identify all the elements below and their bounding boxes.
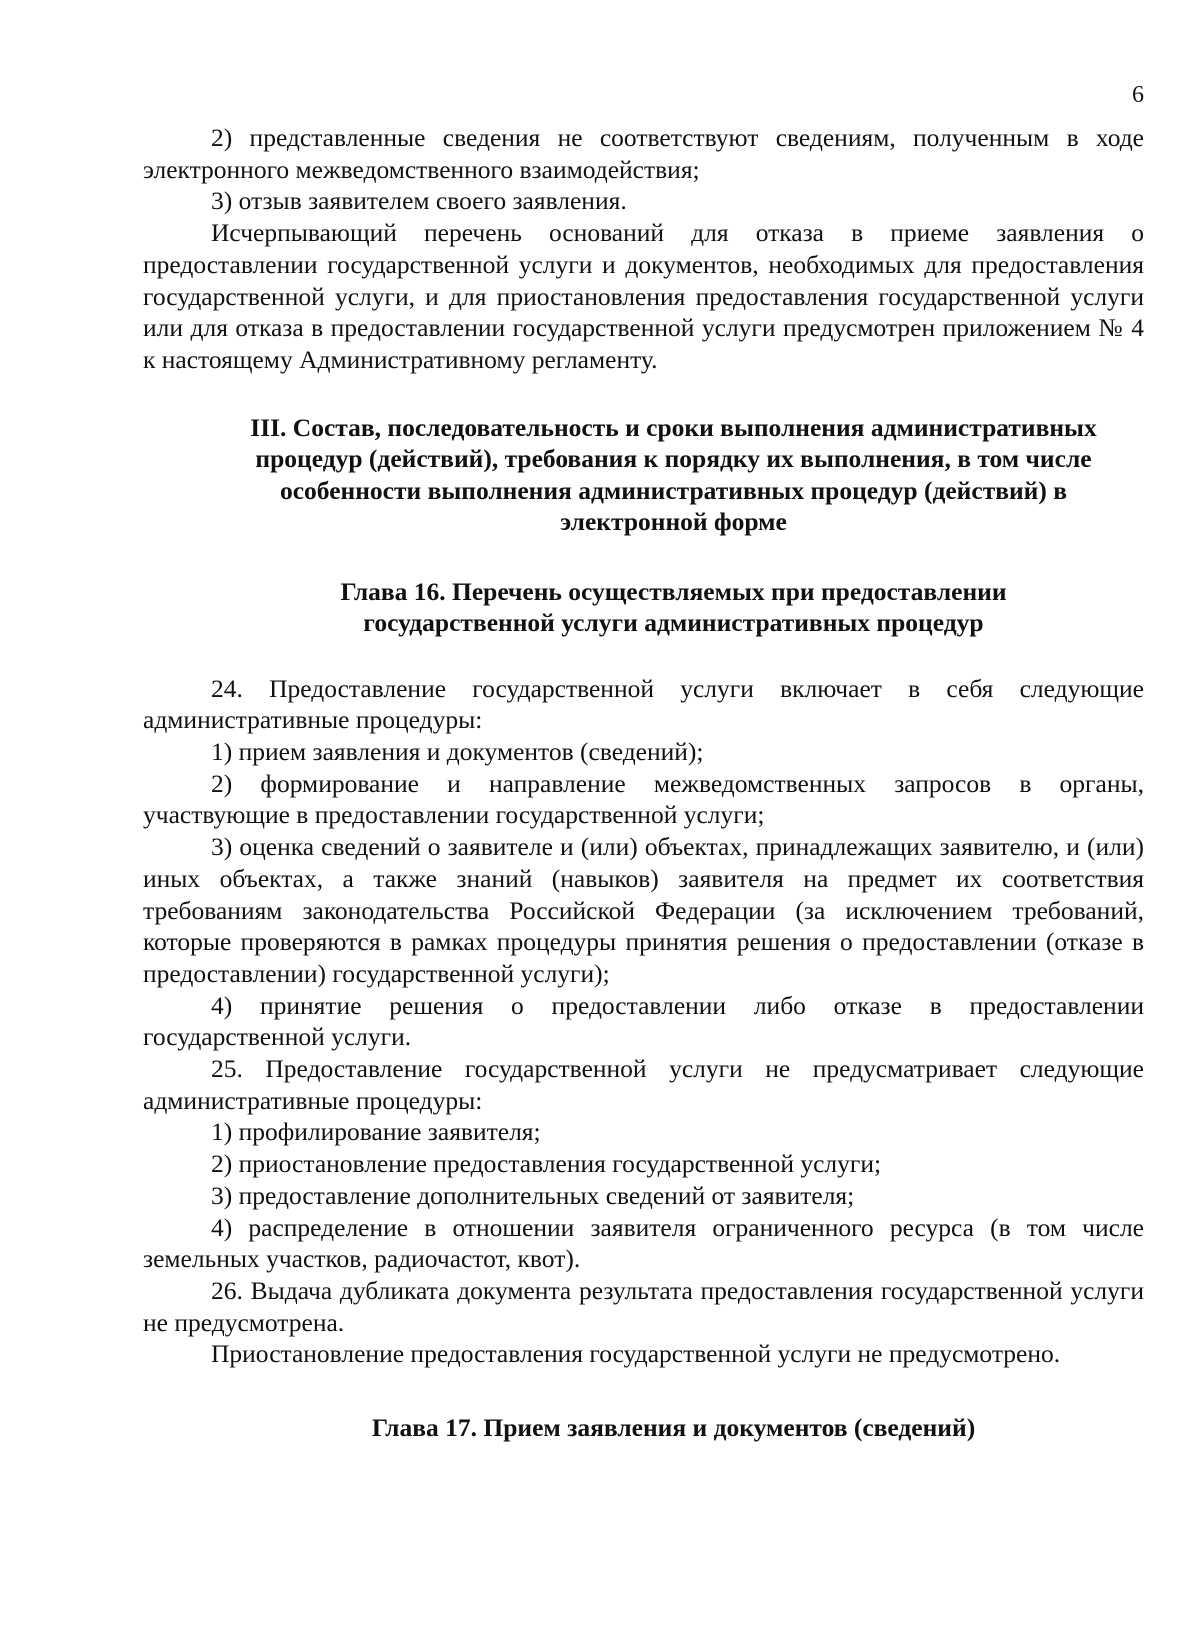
paragraph: 3) отзыв заявителем своего заявления. (211, 186, 627, 216)
paragraph: Исчерпывающий перечень оснований для отказа в приеме заявления о предоставлении государственной услуги и документов, необходимых для предоставления государственной услуги, и для приостановления предоставления государственной услуги или для отказа в предоставлении государственной услуги предусмотрен приложением № 4 к настоящему Административному регламенту. (143, 218, 1144, 374)
heading-line: процедур (действий), требования к порядку их выполнения, в том числе (255, 444, 1092, 474)
heading-line: III. Состав, последовательность и сроки выполнения административных (250, 412, 1097, 442)
heading-line: Глава 16. Перечень осуществляемых при предоставлении (340, 576, 1007, 606)
heading-line: особенности выполнения административных процедур (действий) в (279, 475, 1068, 505)
list-item: 4) распределение в отношении заявителя ограниченного ресурса (в том числе земельных участков, радиочастот, квот). (143, 1212, 1144, 1274)
list-item: 2) приостановление предоставления государственной услуги; (211, 1149, 882, 1179)
list-item: 1) прием заявления и документов (сведений); (211, 737, 704, 767)
paragraph: 2) представленные сведения не соответствуют сведениям, полученным в ходе электронного межведомственного взаимодействия; (143, 123, 1144, 184)
paragraph: Приостановление предоставления государственной услуги не предусмотрено. (211, 1339, 1061, 1369)
section-heading (143, 412, 1144, 538)
list-item: 4) принятие решения о предоставлении либо отказе в предоставлении государственной услуги. (143, 990, 1144, 1052)
list-item: 3) оценка сведений о заявителе и (или) объектах, принадлежащих заявителю, и (или) иных объектах, а также знаний (навыков) заявителя на предмет их соответствия требованиям законодательства Российской Федерации (за исключением требований, которые проверяются в рамках процедуры принятия решения о предоставлении (отказе в предоставлении) государственной услуги); (143, 832, 1144, 988)
list-item: 3) предоставление дополнительных сведений от заявителя; (211, 1180, 855, 1210)
paragraph: 25. Предоставление государственной услуги не предусматривает следующие административные процедуры: (143, 1054, 1144, 1115)
page-number: 6 (1132, 82, 1144, 108)
heading-line: Глава 17. Прием заявления и документов (сведений) (371, 1413, 976, 1443)
paragraph: 26. Выдача дубликата документа результата предоставления государственной услуги не предусмотрена. (143, 1275, 1144, 1337)
spacer (143, 639, 1144, 673)
heading-line: электронной форме (560, 507, 787, 537)
paragraph: 24. Предоставление государственной услуги включает в себя следующие административные процедуры: (143, 673, 1144, 735)
chapter-heading-17 (143, 1412, 1144, 1444)
list-item: 2) формирование и направление межведомственных запросов в органы, участвующие в предоставлении государственной услуги; (143, 768, 1144, 830)
heading-line: государственной услуги административных процедур (363, 608, 984, 638)
chapter-heading-16 (143, 576, 1144, 639)
document-body (143, 122, 1144, 1444)
list-item: 1) профилирование заявителя; (211, 1117, 541, 1147)
